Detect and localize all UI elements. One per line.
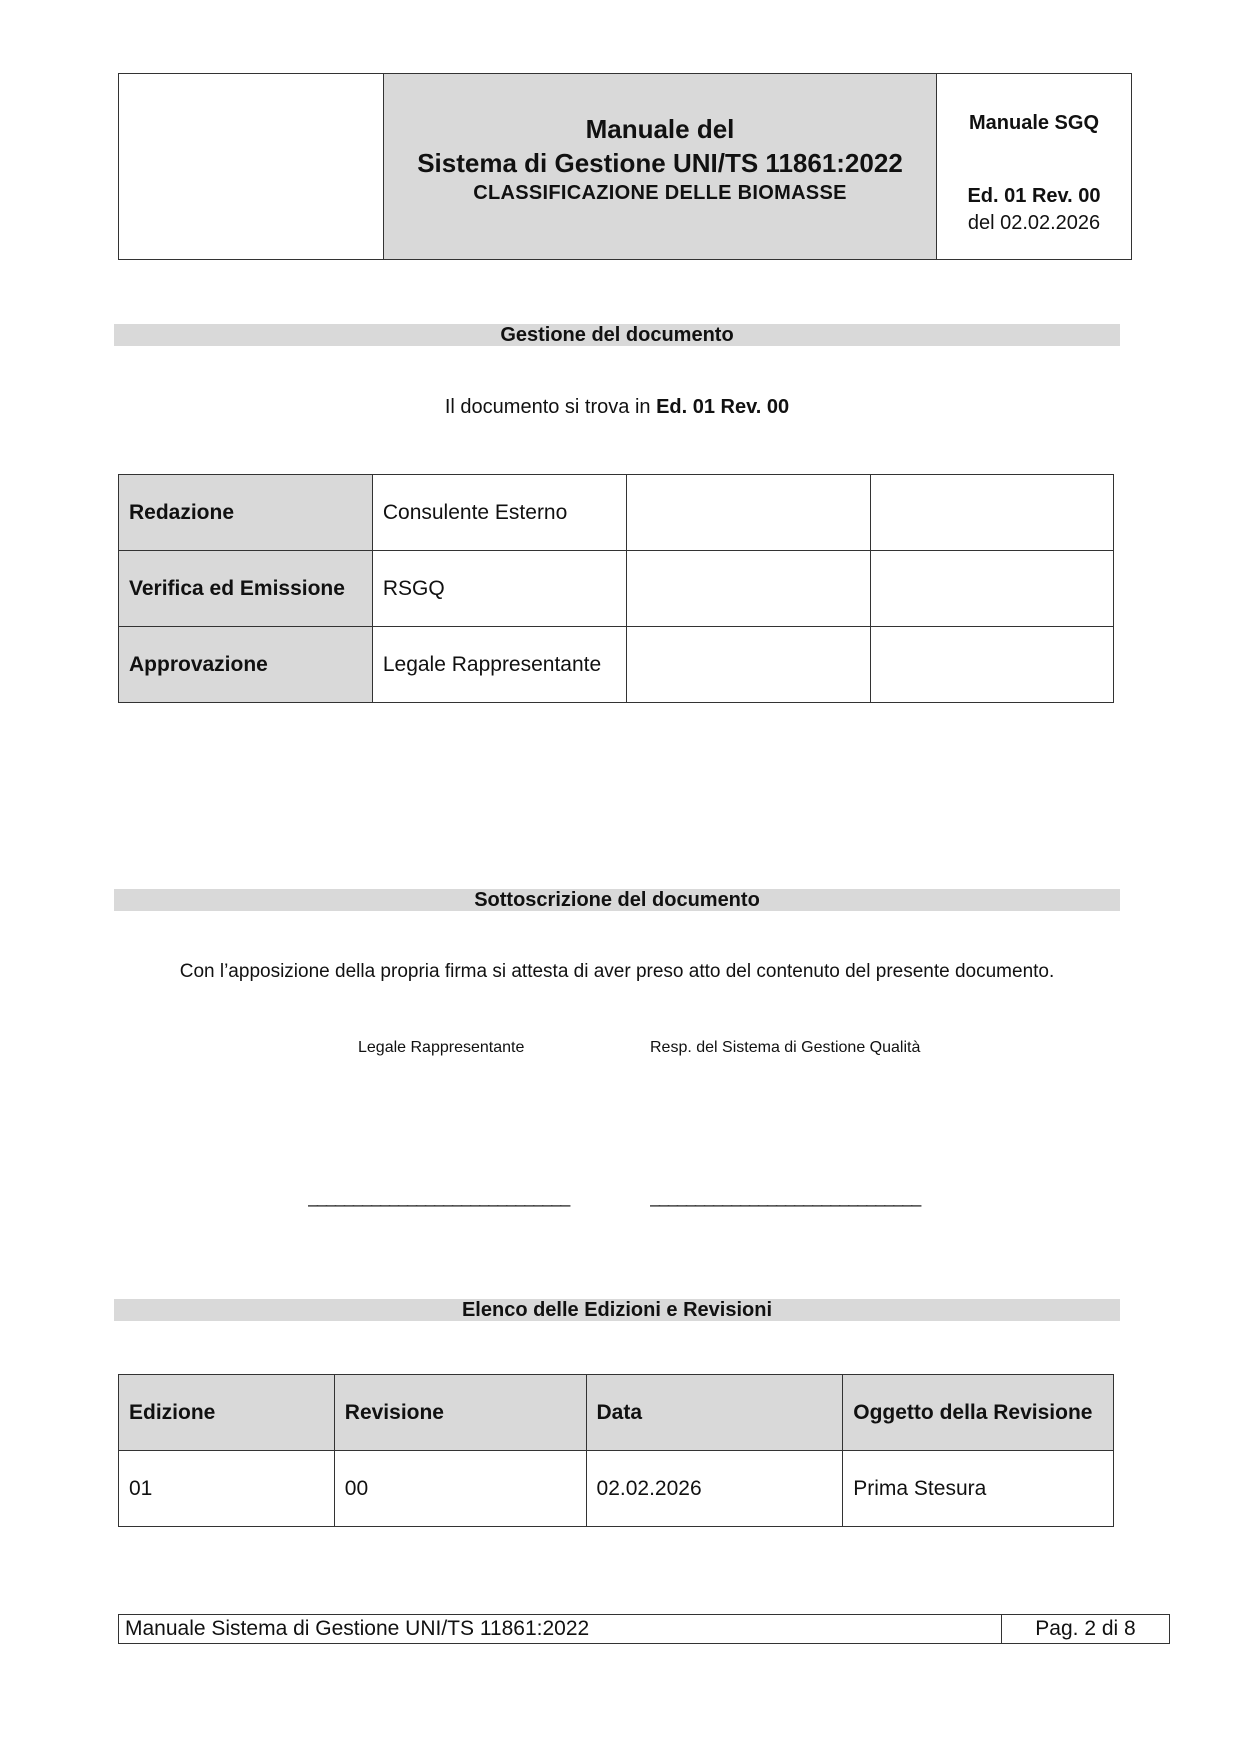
table-row <box>119 627 1114 703</box>
who-cell: Legale Rappresentante <box>372 627 626 703</box>
empty-cell <box>626 627 871 703</box>
empty-cell <box>871 551 1114 627</box>
edition-label: Ed. 01 Rev. 00 <box>967 185 1101 207</box>
approval-table <box>118 474 1114 703</box>
status-value: Ed. 01 Rev. 00 <box>656 396 790 418</box>
edition-cell: 01 <box>119 1451 335 1527</box>
document-header <box>118 73 1132 260</box>
header-meta-cell <box>937 74 1131 259</box>
header-subtitle: CLASSIFICAZIONE DELLE BIOMASSE <box>473 182 847 204</box>
revisions-table <box>118 1374 1114 1527</box>
table-row <box>119 1451 1114 1527</box>
header-title-line1: Manuale del <box>585 114 735 144</box>
who-cell: Consulente Esterno <box>372 475 626 551</box>
column-header: Revisione <box>334 1375 586 1451</box>
signature-statement: Con l’apposizione della propria firma si attesta di aver preso atto del contenuto del presente documento. <box>179 961 1055 982</box>
empty-cell <box>626 475 871 551</box>
table-row <box>119 551 1114 627</box>
page-footer <box>118 1614 1170 1644</box>
revision-cell: 00 <box>334 1451 586 1527</box>
signer-legale-label: Legale Rappresentante <box>358 1039 525 1056</box>
role-cell: Verifica ed Emissione <box>119 551 373 627</box>
signature-line-legale: _____________________________ <box>308 1187 570 1207</box>
table-row <box>119 475 1114 551</box>
column-header: Oggetto della Revisione <box>843 1375 1114 1451</box>
logo-placeholder <box>119 74 384 259</box>
section-title-revisioni: Elenco delle Edizioni e Revisioni <box>114 1299 1120 1321</box>
subject-cell: Prima Stesura <box>843 1451 1114 1527</box>
column-header: Edizione <box>119 1375 335 1451</box>
role-cell: Approvazione <box>119 627 373 703</box>
section-title-sottoscrizione: Sottoscrizione del documento <box>114 889 1120 911</box>
document-status <box>114 396 1120 419</box>
page-number: Pag. 2 di 8 <box>1035 1617 1136 1640</box>
table-header-row <box>119 1375 1114 1451</box>
doc-code: Manuale SGQ <box>968 112 1100 134</box>
date-cell: 02.02.2026 <box>586 1451 843 1527</box>
edition-date: del 02.02.2026 <box>967 212 1101 234</box>
who-cell: RSGQ <box>372 551 626 627</box>
section-title-gestione: Gestione del documento <box>114 324 1120 346</box>
header-title-cell <box>384 74 937 259</box>
status-prefix: Il documento si trova in <box>444 396 657 418</box>
empty-cell <box>871 627 1114 703</box>
empty-cell <box>871 475 1114 551</box>
empty-cell <box>626 551 871 627</box>
signature-line-rsgq: ______________________________ <box>650 1187 921 1207</box>
signer-rsgq-label: Resp. del Sistema di Gestione Qualità <box>650 1039 921 1056</box>
column-header: Data <box>586 1375 843 1451</box>
role-cell: Redazione <box>119 475 373 551</box>
header-title-line2: Sistema di Gestione UNI/TS 11861:2022 <box>417 148 903 178</box>
footer-title: Manuale Sistema di Gestione UNI/TS 11861:2022 <box>119 1615 1002 1643</box>
